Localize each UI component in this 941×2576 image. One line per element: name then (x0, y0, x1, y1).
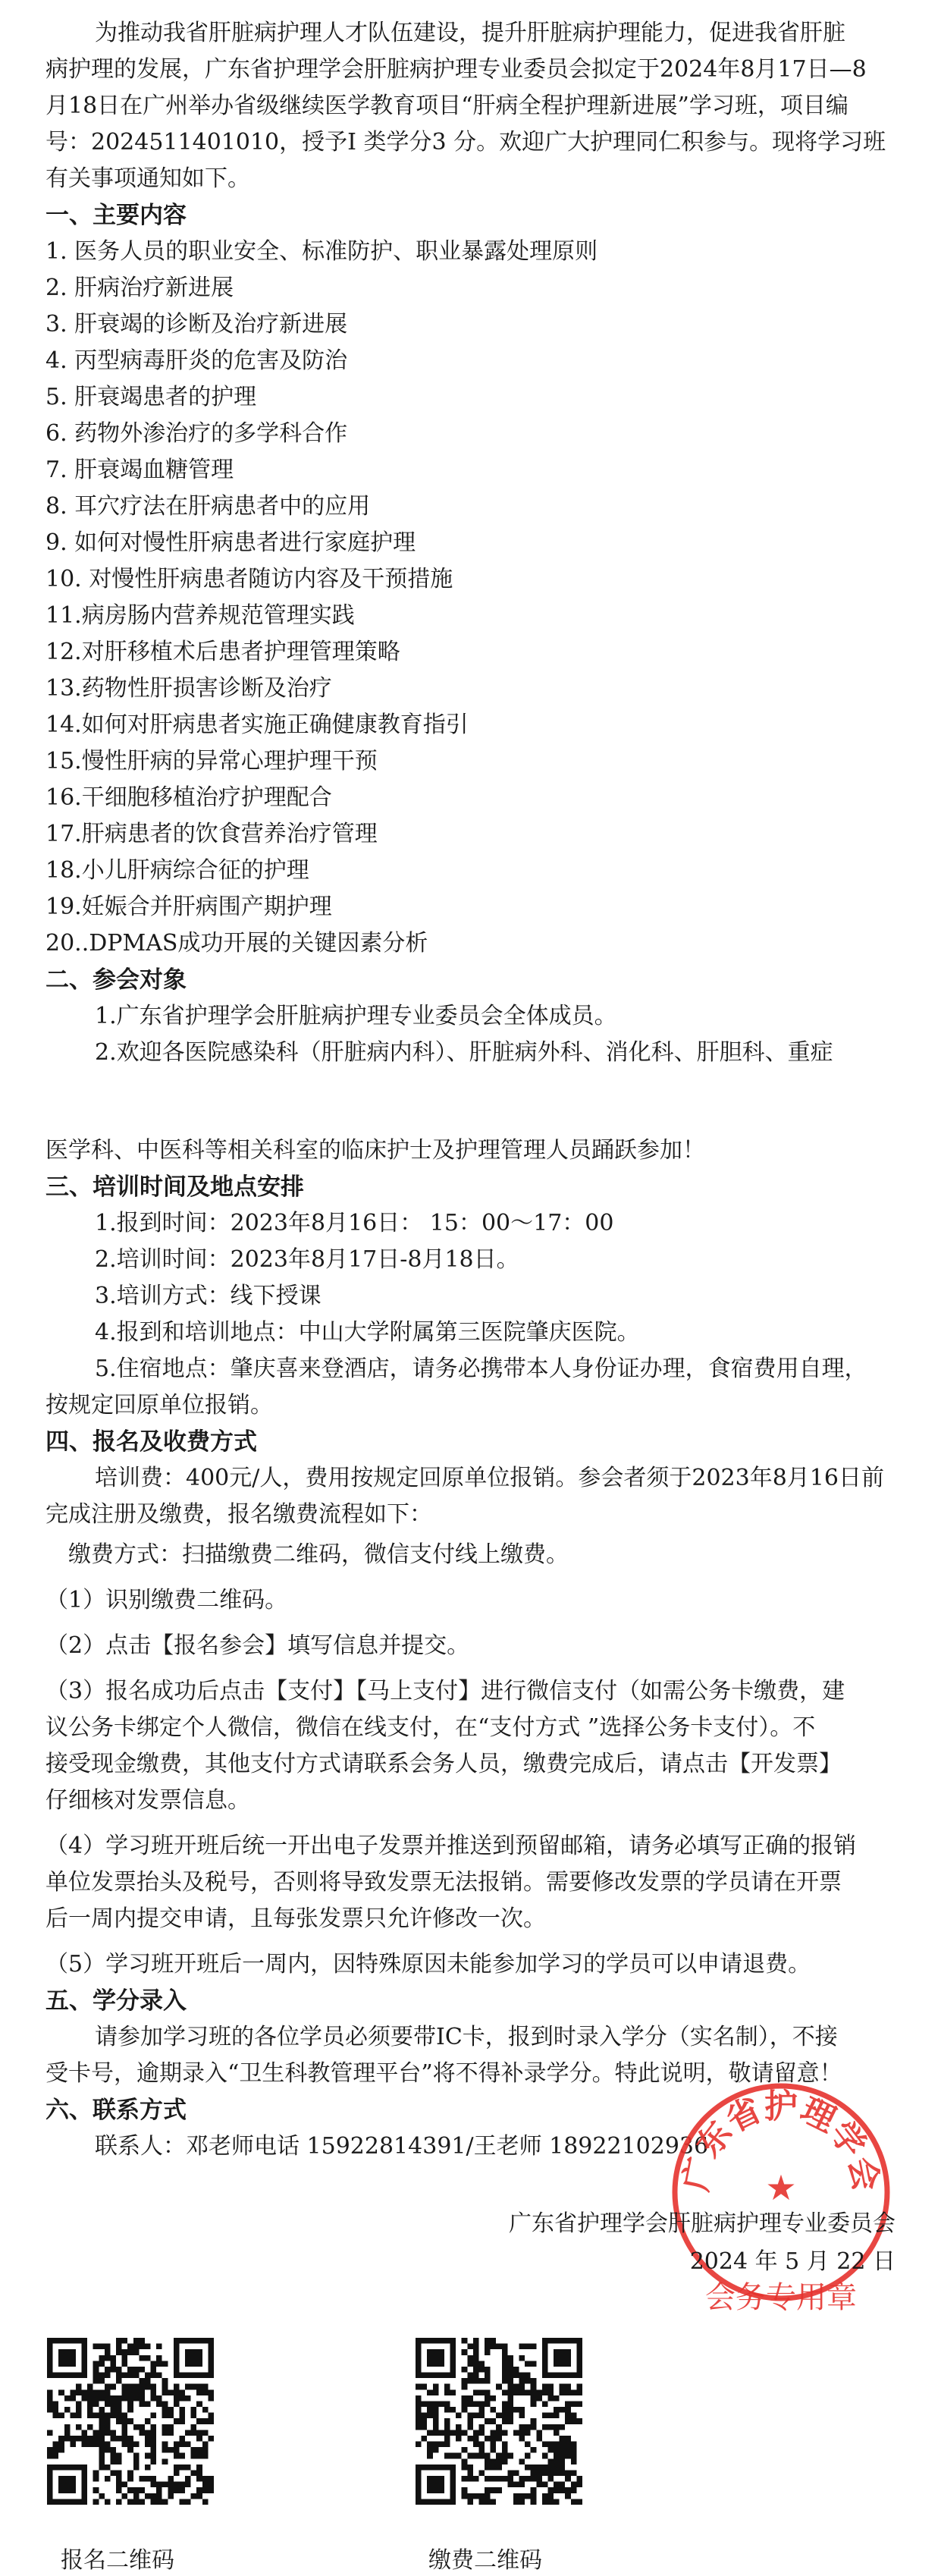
list-item: 2. 肝病治疗新进展 (45, 275, 234, 301)
step-3-line-1: （3）报名成功后点击【支付】【马上支付】进行微信支付（如需公务卡缴费，建 (45, 1678, 845, 1704)
list-item: 5. 肝衰竭患者的护理 (45, 384, 257, 410)
list-item: 20..DPMAS成功开展的关键因素分析 (45, 930, 428, 957)
schedule-lodging-2: 按规定回原单位报销。 (45, 1392, 273, 1418)
contact-info: 联系人：邓老师电话 15922814391/王老师 18922102936 (95, 2133, 709, 2160)
section-6-title: 六、联系方式 (45, 2097, 187, 2124)
list-item: 11.病房肠内营养规范管理实践 (45, 602, 355, 629)
attendee-item-2: 2.欢迎各医院感染科（肝脏病内科）、肝脏病外科、消化科、肝胆科、重症 (95, 1039, 833, 1066)
seal-star-icon: ★ (765, 2167, 797, 2208)
step-2: （2）点击【报名参会】填写信息并提交。 (45, 1632, 470, 1659)
seal-outer-text: 广东省护理学会 (676, 2087, 886, 2194)
schedule-training-date: 2.培训时间：2023年8月17日-8月18日。 (95, 1246, 519, 1273)
intro-line-3: 月18日在广州举办省级继续医学教育项目“肝病全程护理新进展”学习班，项目编 (45, 93, 848, 119)
list-item: 6. 药物外渗治疗的多学科合作 (45, 420, 348, 447)
intro-line-5: 有关事项通知如下。 (45, 165, 250, 192)
step-3-line-2: 议公务卡绑定个人微信，微信在线支付，在“支付方式 ”选择公务卡支付）。不 (45, 1714, 816, 1741)
list-item: 4. 丙型病毒肝炎的危害及防治 (45, 347, 348, 374)
list-item: 1. 医务人员的职业安全、标准防护、职业暴露处理原则 (45, 238, 598, 265)
list-item: 7. 肝衰竭血糖管理 (45, 457, 234, 483)
schedule-checkin: 1.报到时间：2023年8月16日： 15：00～17：00 (95, 1210, 614, 1236)
list-item: 17.肝病患者的饮食营养治疗管理 (45, 821, 378, 847)
registration-qr-caption: 报名二维码 (61, 2547, 174, 2574)
section-1-title: 一、主要内容 (45, 202, 187, 229)
list-item: 9. 如何对慢性肝病患者进行家庭护理 (45, 529, 416, 556)
list-item: 16.干细胞移植治疗护理配合 (45, 784, 332, 811)
list-item: 18.小儿肝病综合征的护理 (45, 857, 309, 884)
section-4-title: 四、报名及收费方式 (45, 1428, 257, 1456)
step-4-line-3: 后一周内提交申请，且每张发票只允许修改一次。 (45, 1905, 546, 1932)
schedule-lodging-1: 5.住宿地点：肇庆喜来登酒店，请务必携带本人身份证办理，食宿费用自理， (95, 1356, 867, 1382)
credit-line-1: 请参加学习班的各位学员必须要带IC卡，报到时录入学分（实名制），不接 (95, 2024, 838, 2050)
step-5: （5）学习班开班后一周内，因特殊原因未能参加学习的学员可以申请退费。 (45, 1951, 811, 1978)
schedule-format: 3.培训方式：线下授课 (95, 1283, 322, 1309)
fee-line-2: 完成注册及缴费，报名缴费流程如下： (45, 1501, 432, 1528)
step-4-line-1: （4）学习班开班后统一开出电子发票并推送到预留邮箱，请务必填写正确的报销 (45, 1833, 857, 1859)
list-item: 19.妊娠合并肝病围产期护理 (45, 894, 332, 920)
signature-date: 2024 年 5 月 22 日 (689, 2248, 896, 2275)
list-item: 13.药物性肝损害诊断及治疗 (45, 675, 332, 702)
section-5-title: 五、学分录入 (45, 1987, 187, 2015)
section-3-title: 三、培训时间及地点安排 (45, 1173, 304, 1201)
fee-line-1: 培训费：400元/人，费用按规定回原单位报销。参会者须于2023年8月16日前 (95, 1465, 884, 1491)
attendee-item-2-cont: 医学科、中医科等相关科室的临床护士及护理管理人员踊跃参加！ (45, 1137, 705, 1164)
registration-qr-code[interactable] (47, 2338, 214, 2505)
schedule-venue: 4.报到和培训地点：中山大学附属第三医院肇庆医院。 (95, 1319, 640, 1346)
list-item: 8. 耳穴疗法在肝病患者中的应用 (45, 493, 371, 520)
list-item: 3. 肝衰竭的诊断及治疗新进展 (45, 311, 348, 338)
intro-line-2: 病护理的发展，广东省护理学会肝脏病护理专业委员会拟定于2024年8月17日—8 (45, 56, 867, 83)
payment-qr-caption: 缴费二维码 (428, 2547, 542, 2574)
step-3-line-3: 接受现金缴费，其他支付方式请联系会务人员，缴费完成后，请点击【开发票】 (45, 1751, 842, 1777)
list-item: 10. 对慢性肝病患者随访内容及干预措施 (45, 566, 453, 592)
seal-inner-text: 会务专用章 (705, 2280, 857, 2315)
intro-line-4: 号：2024511401010，授予I 类学分3 分。欢迎广大护理同仁积参与。现将学习班 (45, 129, 886, 156)
list-item: 14.如何对肝病患者实施正确健康教育指引 (45, 712, 469, 738)
step-3-line-4: 仔细核对发票信息。 (45, 1787, 250, 1814)
intro-line-1: 为推动我省肝脏病护理人才队伍建设，提升肝脏病护理能力，促进我省肝脏 (95, 20, 845, 46)
signature-org: 广东省护理学会肝脏病护理专业委员会 (509, 2210, 896, 2237)
payment-method: 缴费方式：扫描缴费二维码，微信支付线上缴费。 (68, 1541, 569, 1568)
list-item: 12.对肝移植术后患者护理管理策略 (45, 639, 400, 665)
list-item: 15.慢性肝病的异常心理护理干预 (45, 748, 378, 774)
payment-qr-code[interactable] (416, 2338, 582, 2505)
step-4-line-2: 单位发票抬头及税号，否则将导致发票无法报销。需要修改发票的学员请在开票 (45, 1869, 842, 1896)
attendee-item-1: 1.广东省护理学会肝脏病护理专业委员会全体成员。 (95, 1003, 617, 1029)
credit-line-2: 受卡号，逾期录入“卫生科教管理平台”将不得补录学分。特此说明，敬请留意！ (45, 2060, 842, 2087)
step-1: （1）识别缴费二维码。 (45, 1587, 288, 1613)
section-2-title: 二、参会对象 (45, 966, 187, 994)
